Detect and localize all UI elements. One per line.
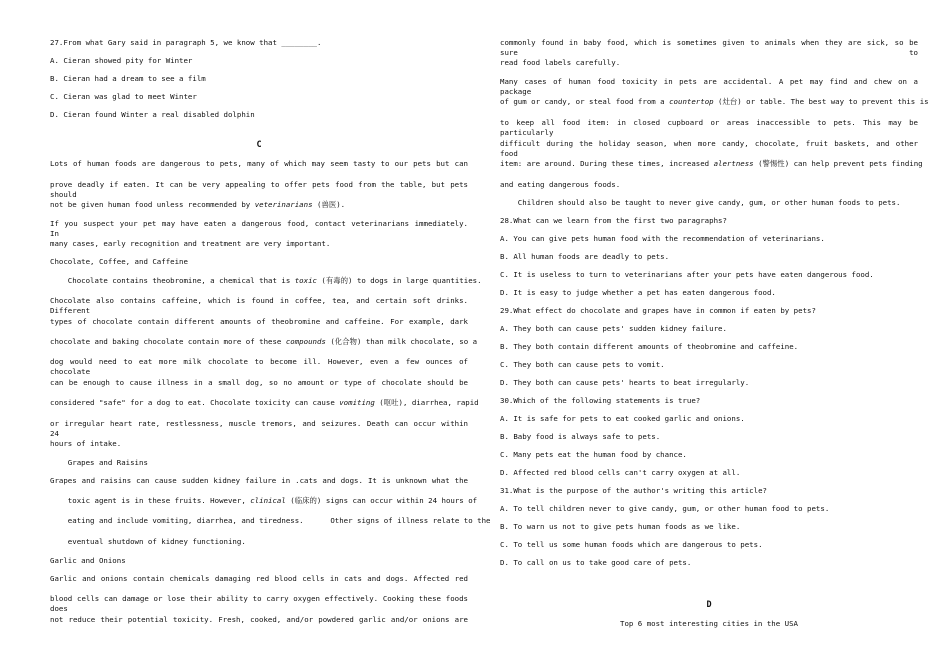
question-27-option-d: D. Cieran found Winter a real disabled dolphin: [50, 110, 255, 119]
paragraph-line: types of chocolate contain different amounts of theobromine and caffeine. For example, dark: [50, 317, 468, 326]
question-29-option-c: C. They both can cause pets to vomit.: [500, 360, 665, 369]
paragraph-line: dog would need to eat more milk chocolate to become ill. However, even a few ounces of chocolate: [50, 357, 468, 376]
question-27-stem: 27.From what Gary said in paragraph 5, we know that ________.: [50, 38, 322, 47]
term-countertop: countertop: [669, 97, 714, 106]
term-toxic: toxic: [294, 276, 317, 285]
paragraph-line: not be given human food unless recommended by veterinarians (兽医).: [50, 200, 346, 209]
question-30-option-c: C. Many pets eat the human food by chance.: [500, 450, 687, 459]
paragraph-line: and eating dangerous foods.: [500, 180, 621, 189]
paragraph-line: considered "safe" for a dog to eat. Chocolate toxicity can cause vomiting (呕吐), diarrhea, rapid: [50, 398, 479, 407]
paragraph-line: blood cells can damage or lose their ability to carry oxygen effectively. Cooking these foods does: [50, 594, 468, 613]
question-30-option-d: D. Affected red blood cells can't carry oxygen at all.: [500, 468, 741, 477]
paragraph-line: Grapes and raisins can cause sudden kidney failure in .cats and dogs. It is unknown what the: [50, 476, 468, 485]
question-30-option-a: A. It is safe for pets to eat cooked garlic and onions.: [500, 414, 745, 423]
question-31-stem: 31.What is the purpose of the author's writing this article?: [500, 486, 767, 495]
paragraph-line: item: are around. During these times, increased alertness (警惕性) can help prevent pets finding: [500, 159, 923, 168]
paragraph-line: chocolate and baking chocolate contain more of these compounds (化合物) than milk chocolate, so a: [50, 337, 478, 346]
paragraph-line: difficult during the holiday season, when more candy, chocolate, fruit baskets, and other food: [500, 139, 918, 158]
paragraph-line: of gum or candy, or steal food from a countertop (灶台) or table. The best way to prevent this is: [500, 97, 929, 106]
term-compounds: compounds: [285, 337, 326, 346]
paragraph-line: If you suspect your pet may have eaten a dangerous food, contact veterinarians immediately. In: [50, 219, 468, 238]
paragraph-line: Garlic and onions contain chemicals damaging red blood cells in cats and dogs. Affected red: [50, 574, 468, 583]
paragraph-line: eating and include vomiting, diarrhea, and tiredness. Other signs of illness relate to the: [50, 516, 491, 525]
question-29-option-a: A. They both can cause pets' sudden kidney failure.: [500, 324, 727, 333]
question-27-option-c: C. Cieran was glad to meet Winter: [50, 92, 197, 101]
question-28-option-a: A. You can give pets human food with the recommendation of veterinarians.: [500, 234, 825, 243]
paragraph-line: eventual shutdown of kidney functioning.: [50, 537, 246, 546]
paragraph-line: Children should also be taught to never give candy, gum, or other human foods to pets.: [500, 198, 901, 207]
section-c-heading: C: [256, 140, 262, 150]
question-27-option-b: B. Cieran had a dream to see a film: [50, 74, 206, 83]
question-31-option-d: D. To call on us to take good care of pets.: [500, 558, 692, 567]
question-28-option-c: C. It is useless to turn to veterinarians after your pets have eaten dangerous food.: [500, 270, 874, 279]
paragraph-line: prove deadly if eaten. It can be very appealing to offer pets food from the table, but pets should: [50, 180, 468, 199]
subheading-grapes: Grapes and Raisins: [50, 458, 148, 467]
paragraph-line: many cases, early recognition and treatment are very important.: [50, 239, 331, 248]
term-clinical: clinical: [250, 496, 286, 505]
question-31-option-a: A. To tell children never to give candy, gum, or other human food to pets.: [500, 504, 830, 513]
term-vomiting: vomiting: [339, 398, 375, 407]
section-d-heading: D: [706, 600, 712, 610]
question-29-option-b: B. They both contain different amounts of theobromine and caffeine.: [500, 342, 799, 351]
question-31-option-b: B. To warn us not to give pets human foods as we like.: [500, 522, 741, 531]
question-29-stem: 29.What effect do chocolate and grapes have in common if eaten by pets?: [500, 306, 816, 315]
paragraph-line: or irregular heart rate, restlessness, muscle tremors, and seizures. Death can occur within 24: [50, 419, 468, 438]
question-30-option-b: B. Baby food is always safe to pets.: [500, 432, 661, 441]
question-28-stem: 28.What can we learn from the first two paragraphs?: [500, 216, 727, 225]
paragraph-line: Lots of human foods are dangerous to pets, many of which may seem tasty to our pets but can: [50, 159, 468, 168]
question-28-option-d: D. It is easy to judge whether a pet has eaten dangerous food.: [500, 288, 776, 297]
question-29-option-d: D. They both can cause pets' hearts to beat irregularly.: [500, 378, 750, 387]
paragraph-line: not reduce their potential toxicity. Fresh, cooked, and/or powdered garlic and/or onions are: [50, 615, 468, 624]
question-27-option-a: A. Cieran showed pity for Winter: [50, 56, 193, 65]
subheading-chocolate: Chocolate, Coffee, and Caffeine: [50, 257, 188, 266]
term-veterinarians: veterinarians: [254, 200, 313, 209]
question-31-option-c: C. To tell us some human foods which are dangerous to pets.: [500, 540, 763, 549]
paragraph-line: Chocolate contains theobromine, a chemical that is toxic (有毒的) to dogs in large quantities.: [50, 276, 482, 285]
section-d-title: Top 6 most interesting cities in the USA: [620, 619, 798, 628]
paragraph-line: toxic agent is in these fruits. However, clinical (临床的) signs can occur within 24 hours of: [50, 496, 478, 505]
question-28-option-b: B. All human foods are deadly to pets.: [500, 252, 670, 261]
paragraph-line: Chocolate also contains caffeine, which is found in coffee, tea, and certain soft drinks. Different: [50, 296, 468, 315]
paragraph-line: to keep all food item: in closed cupboard or areas inaccessible to pets. This may be particularly: [500, 118, 918, 137]
subheading-garlic: Garlic and Onions: [50, 556, 126, 565]
paragraph-line: hours of intake.: [50, 439, 122, 448]
term-alertness: alertness: [713, 159, 754, 168]
paragraph-line: commonly found in baby food, which is sometimes given to animals when they are sick, so be sure to: [500, 38, 918, 57]
paragraph-line: Many cases of human food toxicity in pets are accidental. A pet may find and chew on a package: [500, 77, 918, 96]
paragraph-line: can be enough to cause illness in a small dog, so no amount or type of chocolate should be: [50, 378, 468, 387]
paragraph-line: read food labels carefully.: [500, 58, 621, 67]
question-30-stem: 30.Which of the following statements is true?: [500, 396, 701, 405]
